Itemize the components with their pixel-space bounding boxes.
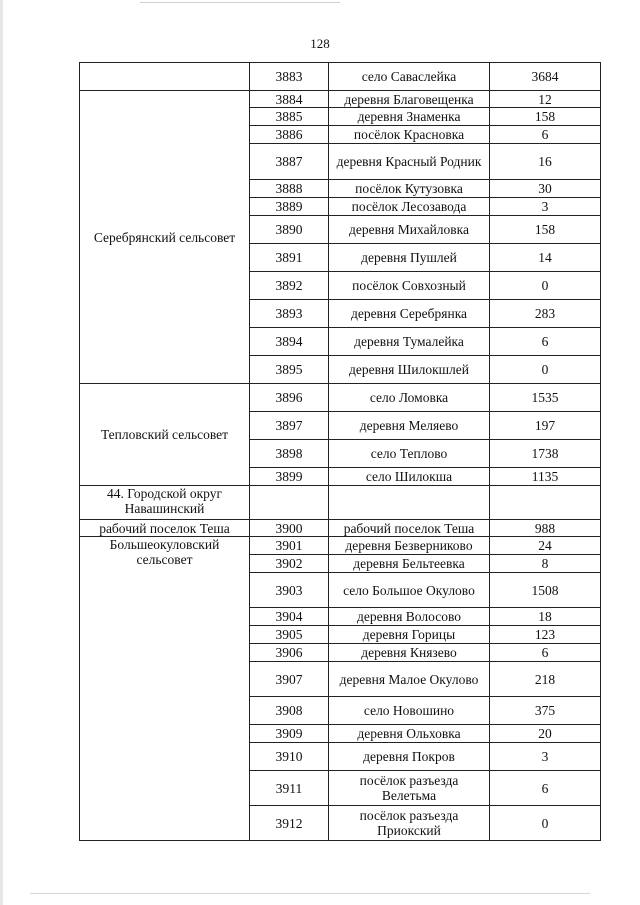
settlement-name-cell: деревня Шилокшлей [329,356,490,384]
table-row [80,63,601,91]
population-cell [490,486,601,520]
code-cell [250,486,329,520]
code-cell: 3902 [250,555,329,573]
settlement-name-cell: деревня Горицы [329,626,490,644]
scan-mark-top [140,2,340,3]
code-cell: 3893 [250,300,329,328]
settlement-name-cell: посёлок Лесозавода [329,198,490,216]
code-cell: 3910 [250,743,329,771]
settlement-name-cell: посёлок разъезда Приокский [329,806,490,841]
code-cell: 3885 [250,108,329,126]
population-cell: 16 [490,144,601,180]
settlement-name-cell: село Шилокша [329,468,490,486]
code-cell: 3906 [250,644,329,662]
settlements-table [79,62,601,841]
district-cell: Серебрянский сельсовет [80,91,250,384]
code-cell: 3905 [250,626,329,644]
population-cell: 14 [490,244,601,272]
population-cell: 1738 [490,440,601,468]
population-cell: 123 [490,626,601,644]
population-cell: 18 [490,608,601,626]
code-cell: 3899 [250,468,329,486]
settlement-name-cell [329,486,490,520]
code-cell: 3911 [250,771,329,806]
population-cell: 1508 [490,573,601,608]
scan-edge-left [0,0,3,905]
table-row [80,384,601,412]
settlement-name-cell: посёлок Совхозный [329,272,490,300]
settlement-name-cell: посёлок разъезда Велетьма [329,771,490,806]
settlement-name-cell: село Ломовка [329,384,490,412]
settlement-name-cell: деревня Покров [329,743,490,771]
settlement-name-cell: деревня Ольховка [329,725,490,743]
code-cell: 3897 [250,412,329,440]
settlement-name-cell: село Новошино [329,697,490,725]
settlement-name-cell: деревня Волосово [329,608,490,626]
code-cell: 3896 [250,384,329,412]
settlement-name-cell: деревня Красный Родник [329,144,490,180]
code-cell: 3904 [250,608,329,626]
population-cell: 1135 [490,468,601,486]
population-cell: 0 [490,806,601,841]
code-cell: 3895 [250,356,329,384]
code-cell: 3912 [250,806,329,841]
population-cell: 158 [490,108,601,126]
code-cell: 3908 [250,697,329,725]
settlement-name-cell: рабочий поселок Теша [329,520,490,537]
population-cell: 3 [490,198,601,216]
code-cell: 3894 [250,328,329,356]
code-cell: 3888 [250,180,329,198]
population-cell: 218 [490,662,601,697]
settlement-name-cell: деревня Знаменка [329,108,490,126]
code-cell: 3883 [250,63,329,91]
population-cell: 6 [490,126,601,144]
district-cell: Тепловский сельсовет [80,384,250,486]
code-cell: 3892 [250,272,329,300]
table-row [80,537,601,555]
code-cell: 3898 [250,440,329,468]
population-cell: 8 [490,555,601,573]
population-cell: 20 [490,725,601,743]
settlement-name-cell: деревня Бельтеевка [329,555,490,573]
settlements-table-body [80,63,601,841]
settlement-name-cell: деревня Тумалейка [329,328,490,356]
settlement-name-cell: деревня Меляево [329,412,490,440]
scan-mark-bottom [30,893,590,894]
population-cell: 6 [490,644,601,662]
settlement-name-cell: посёлок Красновка [329,126,490,144]
population-cell: 3684 [490,63,601,91]
population-cell: 0 [490,356,601,384]
table-row [80,520,601,537]
district-cell: Большеокуловский сельсовет [80,537,250,841]
population-cell: 283 [490,300,601,328]
district-cell: рабочий поселок Теша [80,520,250,537]
settlement-name-cell: деревня Князево [329,644,490,662]
code-cell: 3886 [250,126,329,144]
population-cell: 158 [490,216,601,244]
code-cell: 3909 [250,725,329,743]
population-cell: 988 [490,520,601,537]
code-cell: 3889 [250,198,329,216]
settlement-name-cell: деревня Безверниково [329,537,490,555]
population-cell: 1535 [490,384,601,412]
district-cell [80,63,250,91]
settlement-name-cell: деревня Серебрянка [329,300,490,328]
code-cell: 3884 [250,91,329,108]
page-number: 128 [310,36,330,51]
code-cell: 3887 [250,144,329,180]
population-cell: 0 [490,272,601,300]
settlement-name-cell: деревня Пушлей [329,244,490,272]
settlement-name-cell: посёлок Кутузовка [329,180,490,198]
settlement-name-cell: деревня Малое Окулово [329,662,490,697]
settlement-name-cell: село Теплово [329,440,490,468]
code-cell: 3890 [250,216,329,244]
population-cell: 6 [490,771,601,806]
settlement-name-cell: село Большое Окулово [329,573,490,608]
population-cell: 30 [490,180,601,198]
code-cell: 3891 [250,244,329,272]
district-cell: 44. Городской округ Навашинский [80,486,250,520]
code-cell: 3907 [250,662,329,697]
settlement-name-cell: деревня Михайловка [329,216,490,244]
population-cell: 3 [490,743,601,771]
population-cell: 24 [490,537,601,555]
population-cell: 375 [490,697,601,725]
settlement-name-cell: село Саваслейка [329,63,490,91]
population-cell: 197 [490,412,601,440]
code-cell: 3903 [250,573,329,608]
population-cell: 12 [490,91,601,108]
settlement-name-cell: деревня Благовещенка [329,91,490,108]
code-cell: 3900 [250,520,329,537]
table-row [80,91,601,108]
population-cell: 6 [490,328,601,356]
table-row [80,486,601,520]
code-cell: 3901 [250,537,329,555]
